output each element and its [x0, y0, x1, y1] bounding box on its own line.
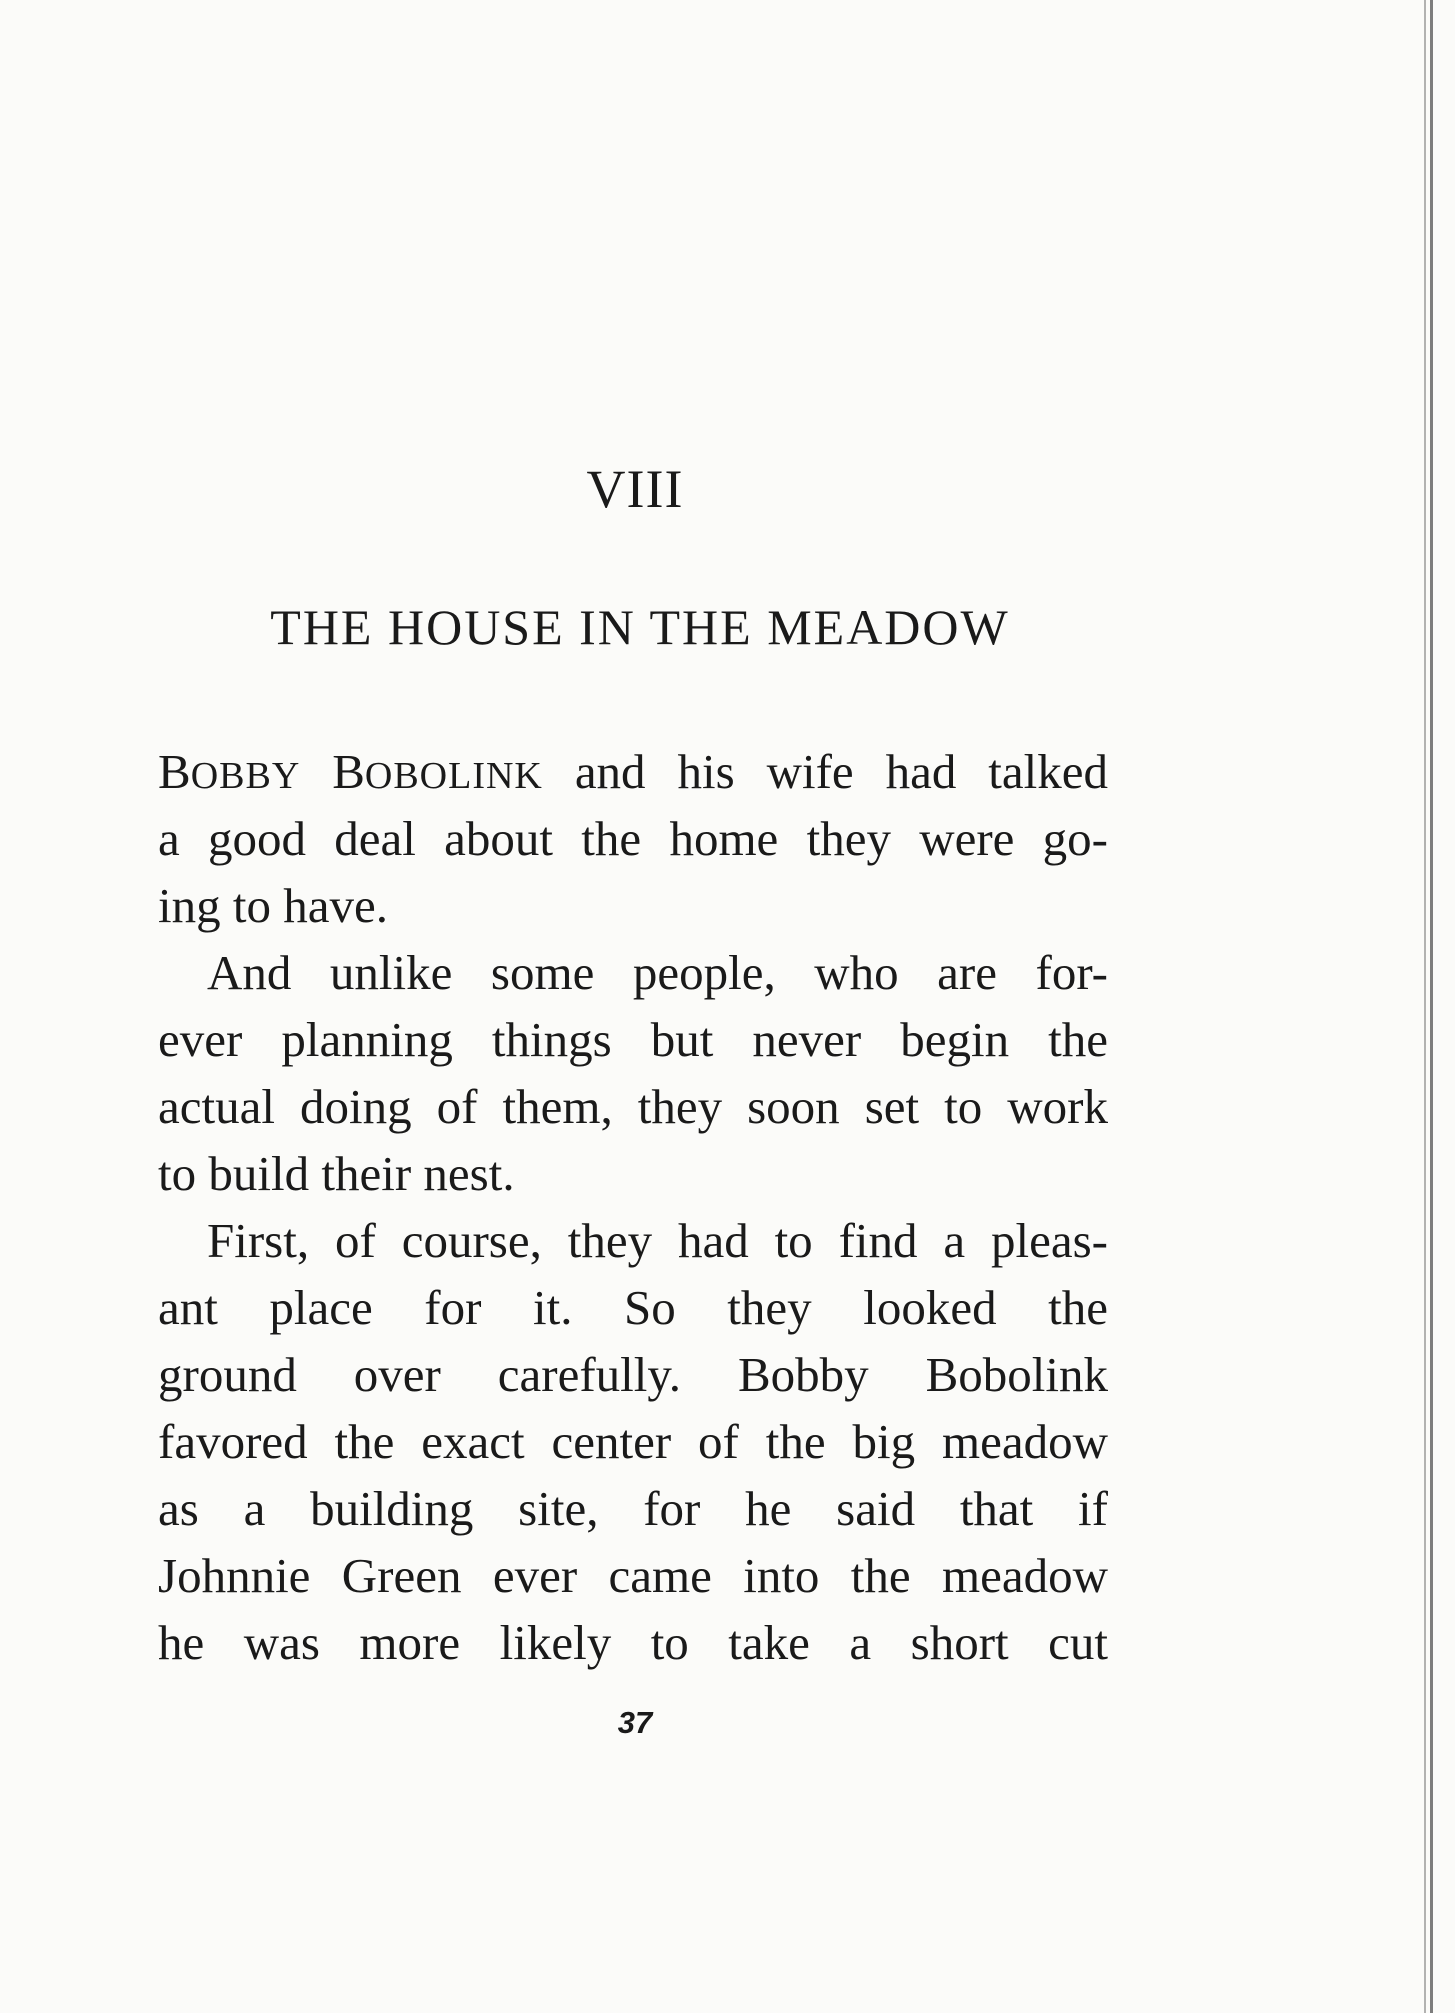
text-line: actual doing of them, they soon set to work [158, 1079, 1108, 1134]
text-line: ever planning things but never begin the [158, 1012, 1108, 1067]
page-edge-line [1424, 0, 1426, 2013]
text-line: to build their nest. [158, 1146, 515, 1201]
chapter-number: VIII [586, 459, 684, 519]
text-line: Johnnie Green ever came into the meadow [158, 1548, 1108, 1603]
text-line: ing to have. [158, 878, 388, 933]
text-line: ant place for it. So they looked the [158, 1280, 1108, 1335]
text-line-rest: and his wife had talked [574, 744, 1109, 799]
chapter-text [158, 738, 1108, 1676]
text-line: First, of course, they had to find a pleas- [207, 1213, 1108, 1268]
text-line: a good deal about the home they were go- [158, 811, 1108, 866]
chapter-title: THE HOUSE IN THE MEADOW [270, 599, 1010, 655]
lead-name-first: BOBBY [158, 744, 301, 799]
text-line: ground over carefully. Bobby Bobolink [158, 1347, 1108, 1402]
text-line: he was more likely to take a short cut [158, 1615, 1108, 1670]
text-line: favored the exact center of the big meadow [158, 1414, 1108, 1469]
lead-name-last: BOBOLINK [332, 744, 543, 799]
lead-name [158, 744, 543, 799]
text-line [158, 738, 1108, 805]
text-line: as a building site, for he said that if [158, 1481, 1108, 1536]
text-line: And unlike some people, who are for- [207, 945, 1108, 1000]
page-number: 37 [617, 1705, 653, 1740]
page-edge-line [1430, 0, 1433, 2013]
